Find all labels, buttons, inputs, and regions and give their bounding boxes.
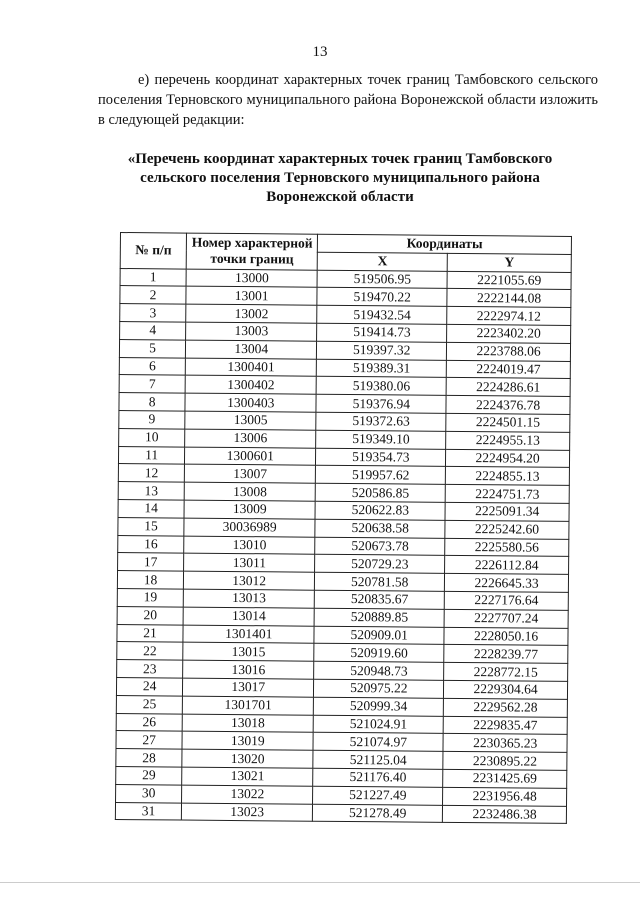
cell-point: 1300401	[185, 358, 316, 377]
cell-x: 521125.04	[313, 750, 443, 769]
cell-num: 26	[116, 713, 182, 731]
cell-y: 2231425.69	[443, 769, 567, 788]
cell-y: 2229562.28	[444, 698, 568, 717]
header-coords: Координаты	[318, 234, 572, 254]
cell-x: 519957.62	[316, 466, 446, 485]
cell-point: 13015	[183, 642, 314, 661]
cell-num: 14	[118, 499, 184, 517]
cell-point: 13017	[183, 678, 314, 697]
cell-num: 25	[116, 695, 182, 713]
cell-y: 2224751.73	[445, 485, 569, 504]
cell-point: 13001	[186, 286, 317, 305]
cell-point: 13020	[182, 749, 313, 768]
cell-num: 27	[116, 731, 182, 749]
cell-num: 31	[115, 802, 181, 820]
cell-x: 520909.01	[314, 626, 444, 645]
cell-y: 2230365.23	[443, 734, 567, 753]
header-x: X	[318, 252, 448, 271]
cell-y: 2224501.15	[446, 413, 570, 432]
cell-num: 23	[117, 660, 183, 678]
cell-x: 521227.49	[313, 786, 443, 805]
cell-num: 11	[118, 446, 184, 464]
cell-point: 13003	[186, 322, 317, 341]
cell-point: 13012	[184, 571, 315, 590]
cell-point: 30036989	[184, 518, 315, 537]
cell-point: 13014	[183, 607, 314, 626]
cell-num: 19	[117, 588, 183, 606]
cell-y: 2223402.20	[447, 324, 571, 343]
cell-num: 5	[119, 339, 185, 357]
cell-x: 519414.73	[317, 323, 447, 342]
table-body	[115, 268, 571, 824]
cell-y: 2228239.77	[444, 645, 568, 664]
cell-x: 520673.78	[315, 537, 445, 556]
cell-x: 520889.85	[314, 608, 444, 627]
cell-num: 28	[116, 749, 182, 767]
cell-y: 2225242.60	[445, 520, 569, 539]
cell-x: 521176.40	[313, 768, 443, 787]
cell-point: 13007	[185, 464, 316, 483]
cell-x: 520638.58	[315, 519, 445, 538]
cell-num: 24	[116, 677, 182, 695]
cell-x: 519389.31	[317, 359, 447, 378]
cell-x: 521278.49	[313, 804, 443, 823]
cell-y: 2230895.22	[443, 751, 567, 770]
cell-num: 8	[119, 393, 185, 411]
cell-x: 520919.60	[314, 644, 444, 663]
cell-num: 18	[117, 571, 183, 589]
cell-point: 1300601	[185, 447, 316, 466]
cell-y: 2231956.48	[443, 787, 567, 806]
cell-x: 519432.54	[317, 305, 447, 324]
cell-y: 2228772.15	[444, 662, 568, 681]
document-title: «Перечень координат характерных точек границ Тамбовского сельского поселения Терновского муниципального района Воронежской области	[127, 151, 553, 205]
cell-point: 13000	[186, 269, 317, 288]
cell-x: 520622.83	[315, 501, 445, 520]
cell-point: 1301401	[183, 625, 314, 644]
cell-point: 13023	[182, 803, 313, 822]
cell-num: 22	[117, 642, 183, 660]
cell-y: 2222974.12	[447, 307, 571, 326]
cell-x: 520729.23	[315, 555, 445, 574]
cell-x: 520948.73	[314, 661, 444, 680]
cell-num: 21	[117, 624, 183, 642]
cell-point: 13018	[182, 714, 313, 733]
cell-x: 519372.63	[316, 412, 446, 431]
table-row	[115, 802, 566, 824]
cell-point: 1300403	[185, 393, 316, 412]
cell-point: 13008	[184, 482, 315, 501]
cell-num: 1	[120, 268, 186, 286]
cell-num: 9	[119, 410, 185, 428]
cell-num: 13	[118, 482, 184, 500]
cell-num: 7	[119, 375, 185, 393]
cell-y: 2224376.78	[446, 396, 570, 415]
cell-y: 2226112.84	[445, 556, 569, 575]
cell-num: 4	[120, 321, 186, 339]
page-number: 13	[312, 44, 328, 60]
cell-point: 13013	[183, 589, 314, 608]
cell-x: 519349.10	[316, 430, 446, 449]
page-bottom-divider	[0, 882, 640, 883]
cell-x: 519506.95	[317, 270, 447, 289]
cell-num: 12	[118, 464, 184, 482]
cell-point: 1301701	[182, 696, 313, 715]
cell-num: 6	[119, 357, 185, 375]
cell-y: 2224855.13	[446, 467, 570, 486]
cell-x: 519376.94	[316, 394, 446, 413]
header-num: № п/п	[120, 233, 186, 269]
cell-point: 13021	[182, 767, 313, 786]
cell-y: 2226645.33	[445, 573, 569, 592]
cell-y: 2229835.47	[443, 716, 567, 735]
cell-point: 13022	[182, 785, 313, 804]
cell-point: 13002	[186, 304, 317, 323]
cell-x: 519470.22	[317, 288, 447, 307]
header-y: Y	[447, 253, 571, 272]
coordinates-table	[115, 232, 572, 824]
cell-x: 520586.85	[315, 483, 445, 502]
cell-num: 17	[118, 553, 184, 571]
cell-y: 2225580.56	[445, 538, 569, 557]
cell-y: 2224954.20	[446, 449, 570, 468]
cell-y: 2223788.06	[447, 342, 571, 361]
cell-y: 2232486.38	[443, 805, 567, 824]
cell-point: 1300402	[185, 375, 316, 394]
cell-num: 2	[120, 286, 186, 304]
cell-num: 3	[120, 304, 186, 322]
cell-x: 520975.22	[314, 679, 444, 698]
cell-num: 30	[116, 784, 182, 802]
cell-x: 520781.58	[315, 572, 445, 591]
cell-y: 2224019.47	[446, 360, 570, 379]
cell-point: 13006	[185, 429, 316, 448]
cell-y: 2221055.69	[447, 271, 571, 290]
cell-x: 519354.73	[316, 448, 446, 467]
cell-y: 2224955.13	[446, 431, 570, 450]
cell-y: 2225091.34	[445, 502, 569, 521]
cell-num: 16	[118, 535, 184, 553]
cell-x: 519397.32	[317, 341, 447, 360]
header-point: Номер характерной точки границ	[186, 233, 317, 270]
cell-y: 2227176.64	[444, 591, 568, 610]
cell-y: 2224286.61	[446, 378, 570, 397]
cell-x: 521024.91	[313, 715, 443, 734]
cell-y: 2227707.24	[444, 609, 568, 628]
cell-num: 15	[118, 517, 184, 535]
cell-num: 10	[119, 428, 185, 446]
cell-point: 13004	[186, 340, 317, 359]
cell-y: 2229304.64	[444, 680, 568, 699]
cell-point: 13009	[184, 500, 315, 519]
intro-paragraph: е) перечень координат характерных точек границ Тамбовского сельского поселения Терновского муниципального района Воронежской области изложить в следующей редакции:	[98, 72, 598, 128]
cell-point: 13016	[183, 660, 314, 679]
cell-num: 20	[117, 606, 183, 624]
cell-y: 2228050.16	[444, 627, 568, 646]
cell-x: 521074.97	[313, 733, 443, 752]
cell-num: 29	[116, 766, 182, 784]
cell-x: 520835.67	[315, 590, 445, 609]
cell-point: 13010	[184, 536, 315, 555]
cell-point: 13019	[182, 731, 313, 750]
cell-y: 2222144.08	[447, 289, 571, 308]
cell-x: 520999.34	[314, 697, 444, 716]
cell-point: 13011	[184, 553, 315, 572]
cell-x: 519380.06	[316, 377, 446, 396]
cell-point: 13005	[185, 411, 316, 430]
